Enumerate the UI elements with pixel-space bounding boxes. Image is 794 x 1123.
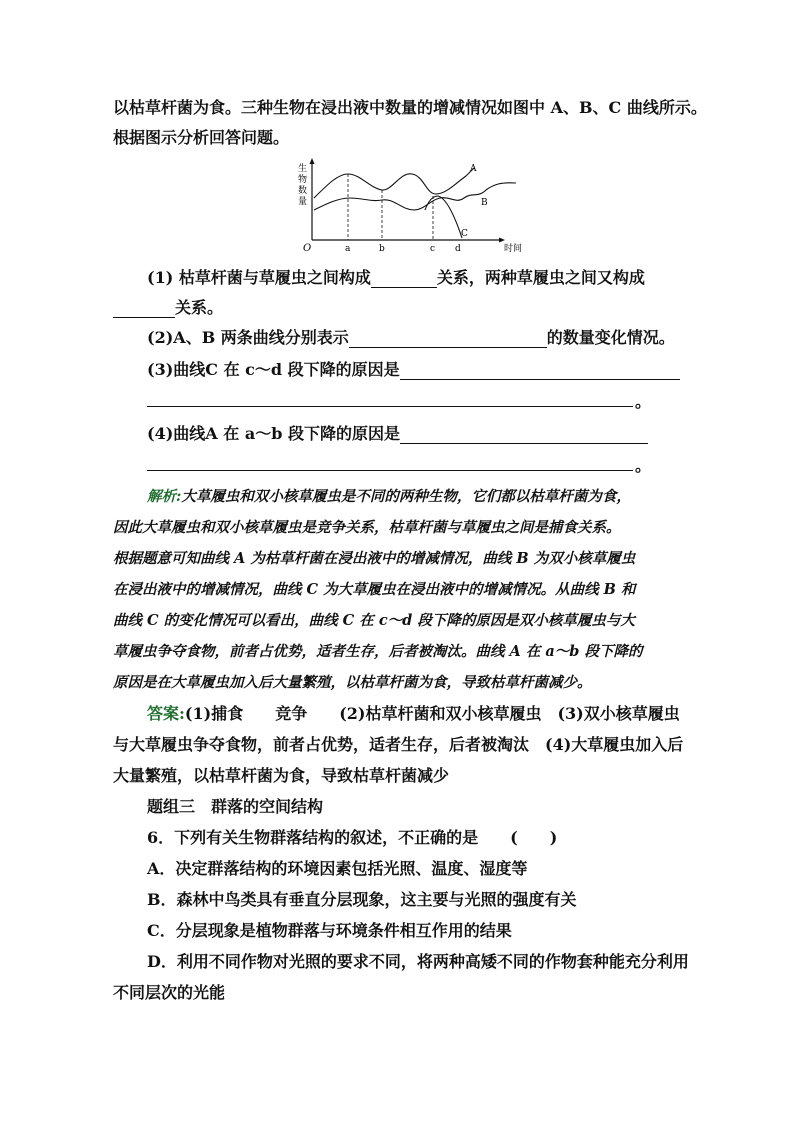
option-c: C．分层现象是植物群落与环境条件相互作用的结果 [147,921,512,940]
graph-ylabel-1: 生 [298,164,308,174]
q4-blank-1[interactable] [400,426,648,444]
question-1-line-2 [113,298,223,318]
analysis-line-4: 在浸出液中的增减情况，曲线 C 为大草履虫在浸出液中的增减情况。从曲线 B 和 [113,581,636,598]
option-d-continued: 不同层次的光能 [113,983,226,1002]
question-6-stem: 6．下列有关生物群落结构的叙述，不正确的是 ( ) [147,828,558,847]
graph-tick-b: b [379,244,385,254]
curve-label-a: A [470,164,477,174]
curve-a [314,168,474,198]
q1-part1: (1) 枯草杆菌与草履虫之间构成 [147,268,371,287]
q2-blank[interactable] [349,330,547,348]
q2-part2: 的数量变化情况。 [546,328,675,347]
analysis-line-1 [147,487,631,507]
q3-period: 。 [635,392,652,411]
intro-line-1: 以枯草杆菌为食。三种生物在浸出液中数量的增减情况如图中 A、B、C 曲线所示。 [113,98,707,117]
curve-label-c: C [461,229,468,239]
question-4-line-1 [147,424,648,444]
analysis-text-1: 大草履虫和双小核草履虫是不同的两种生物，它们都以枯草杆菌为食， [181,488,631,505]
q1-part2: 关系，两种草履虫之间又构成 [436,268,645,287]
q3-blank-1[interactable] [400,362,680,380]
graph-ylabel-4: 量 [298,197,308,207]
q1-part3: 关系。 [175,298,224,317]
graph-tick-c: c [430,244,436,254]
q3-blank-2[interactable] [147,406,633,407]
q2-part1: (2)A、B 两条曲线分别表示 [147,328,349,347]
q4-period: 。 [635,456,652,475]
question-2-line [147,328,675,348]
answer-line-2: 与大草履虫争夺食物，前者占优势，适者生存，后者被淘汰 (4)大草履虫加入后 [113,735,684,754]
q4-part1: (4)曲线A 在 a～b 段下降的原因是 [147,424,400,443]
option-d: D．利用不同作物对光照的要求不同，将两种高矮不同的作物套种能充分利用 [147,952,689,971]
analysis-line-5: 曲线 C 的变化情况可以看出，曲线 C 在 c～d 段下降的原因是双小核草履虫与大 [113,612,635,629]
intro-line-2: 根据图示分析回答问题。 [113,128,290,147]
answer-line-3: 大量繁殖，以枯草杆菌为食，导致枯草杆菌减少 [113,766,450,785]
graph-tick-d: d [455,244,461,254]
option-b: B．森林中鸟类具有垂直分层现象，这主要与光照的强度有关 [147,890,577,909]
graph-origin: O [303,243,312,254]
curve-label-b: B [481,198,488,208]
analysis-line-2: 因此大草履虫和双小核草履虫是竞争关系，枯草杆菌与草履虫之间是捕食关系。 [113,519,621,536]
graph-xlabel: 时间 [504,244,523,254]
answer-label: 答案: [147,704,185,723]
analysis-line-7: 原因是在大草履虫加入后大量繁殖，以枯草杆菌为食，导致枯草杆菌减少。 [113,674,592,691]
graph-ylabel-2: 物 [298,175,308,185]
answer-text-1: (1)捕食 竞争 (2)枯草杆菌和双小核草履虫 (3)双小核草履虫 [184,704,680,723]
question-3-line-1 [147,360,680,380]
question-1-line-1 [147,268,645,288]
graph-ylabel-3: 数 [298,186,308,196]
graph-tick-a: a [345,244,351,254]
q3-part1: (3)曲线C 在 c～d 段下降的原因是 [147,360,400,379]
analysis-label: 解析: [147,488,182,505]
graph-x-arrow [499,238,505,243]
answer-line-1 [147,704,680,724]
q4-blank-2[interactable] [147,470,633,471]
analysis-line-6: 草履虫争夺食物，前者占优势，适者生存，后者被淘汰。曲线 A 在 a～b 段下降的 [113,643,643,660]
population-graph [290,158,535,258]
option-a: A．决定群落结构的环境因素包括光照、温度、湿度等 [147,859,528,878]
graph-y-arrow [310,158,315,164]
section-heading: 题组三 群落的空间结构 [147,797,324,816]
q1-blank-2[interactable] [113,300,175,318]
q1-blank-1[interactable] [371,270,437,288]
analysis-line-3: 根据题意可知曲线 A 为枯草杆菌在浸出液中的增减情况，曲线 B 为双小核草履虫 [113,550,636,567]
